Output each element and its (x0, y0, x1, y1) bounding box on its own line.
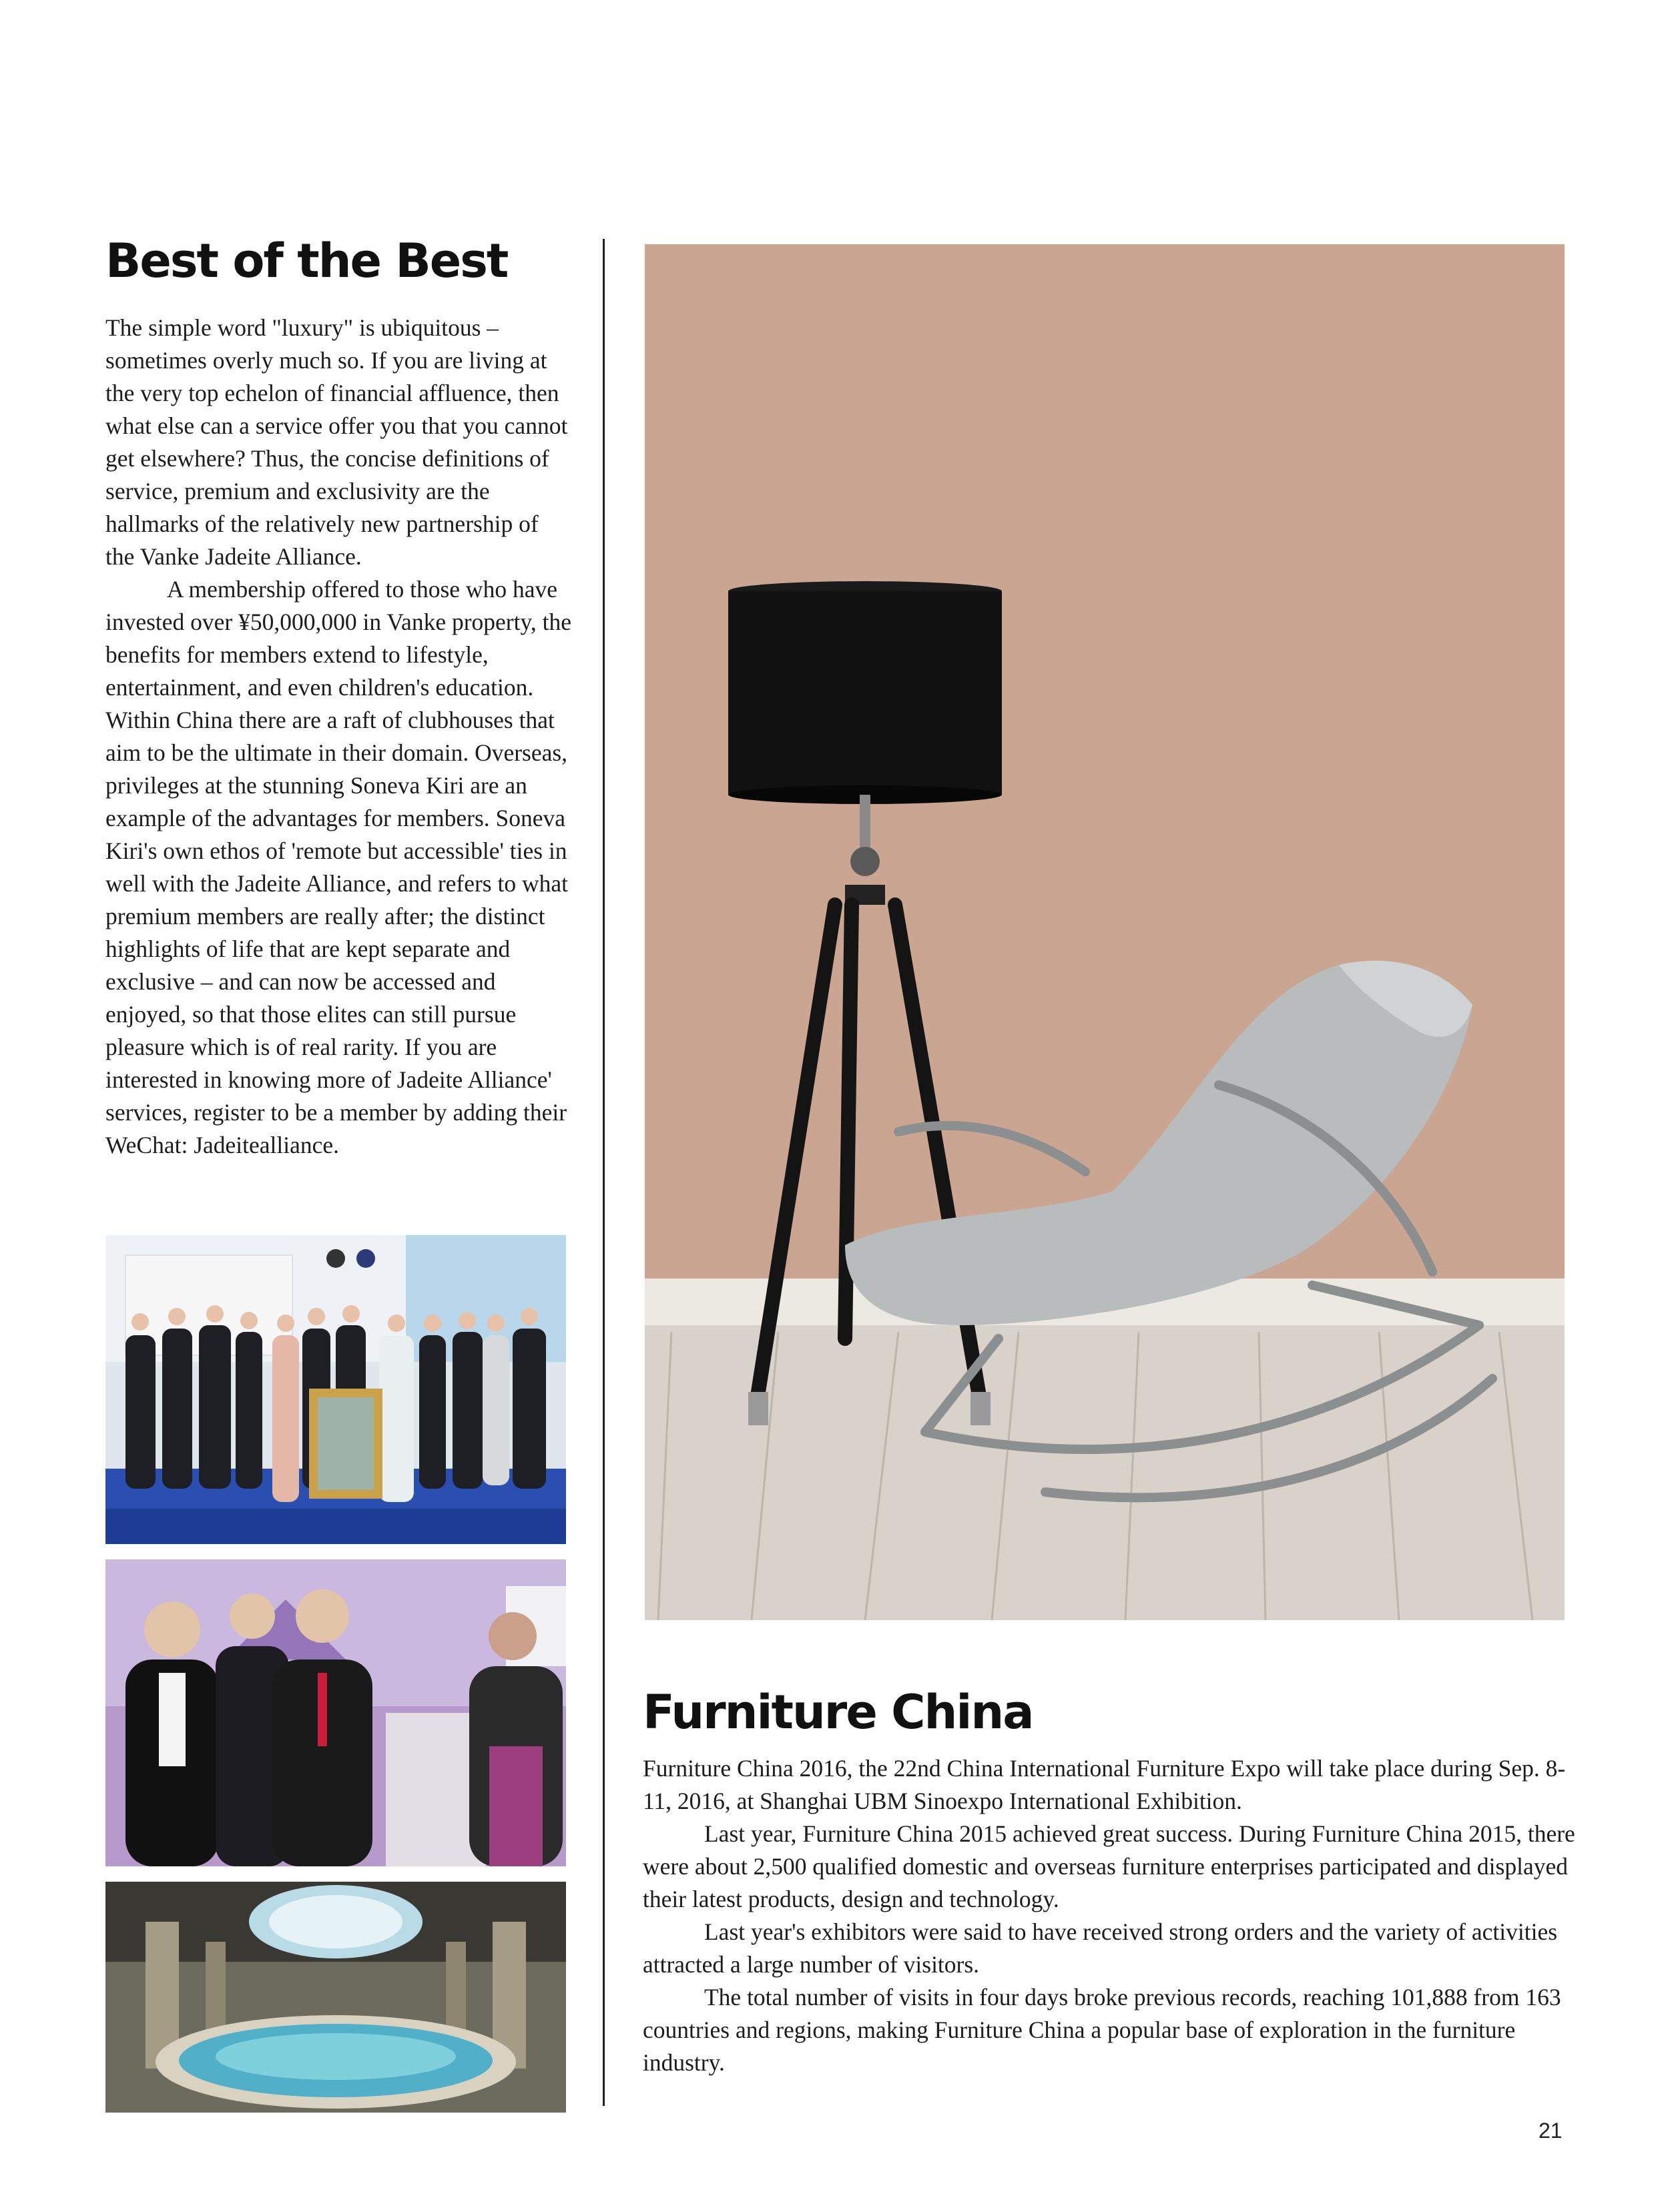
lamp-and-rocking-chair-photo (645, 244, 1565, 1620)
article-paragraph: The simple word "luxury" is ubiquitous – sometimes overly much so. If you are living at the very top echelon of financial affluence, then what else can a service offer you that you cannot get elsewhere? Thus, the concise definitions of service, premium and exclusivity are the hallmarks of the relatively new partnership of the Vanke Jadeite Alliance. (105, 314, 568, 570)
speech-event-photo (105, 1559, 566, 1866)
article-title-best-of-the-best: Best of the Best (105, 234, 508, 288)
event-group-photo (105, 1235, 566, 1544)
indoor-pool-photo (105, 1882, 566, 2113)
article-body-furniture-china (643, 1752, 1577, 2079)
article-title-furniture-china: Furniture China (643, 1685, 1033, 1740)
article-paragraph: The total number of visits in four days broke previous records, reaching 101,888 from 163 countries and regions, making Furniture China a popular base of exploration in the furniture industry. (643, 1984, 1561, 2076)
article-paragraph: A membership offered to those who have invested over ¥50,000,000 in Vanke property, the benefits for members extend to lifestyle, entertainment, and even children's education. Within China there are a raft of clubhouses that aim to be the ultimate in their domain. Overseas, privileges at the stunning Soneva Kiri are an example of the advantages for members. Soneva Kiri's own ethos of 'remote but accessible' ties in well with the Jadeite Alliance, and refers to what premium members are really after; the distinct highlights of life that are kept separate and exclusive – and can now be accessed and enjoyed, so that those elites can still pursue pleasure which is of real rarity. If you are interested in knowing more of Jadeite Alliance' services, register to be a member by adding their WeChat: Jadeitealliance. (105, 576, 572, 1158)
article-paragraph: Furniture China 2016, the 22nd China International Furniture Expo will take place during Sep. 8-11, 2016, at Shanghai UBM Sinoexpo International Exhibition. (643, 1755, 1566, 1814)
column-divider (603, 239, 605, 2106)
article-body-best-of-the-best (105, 312, 573, 1162)
page-number: 21 (1539, 2119, 1563, 2143)
article-paragraph: Last year's exhibitors were said to have received strong orders and the variety of activities attracted a large number of visitors. (643, 1918, 1558, 1978)
article-paragraph: Last year, Furniture China 2015 achieved great success. During Furniture China 2015, there were about 2,500 qualified domestic and overseas furniture enterprises participated and displayed their latest products, design and technology. (643, 1820, 1575, 1912)
